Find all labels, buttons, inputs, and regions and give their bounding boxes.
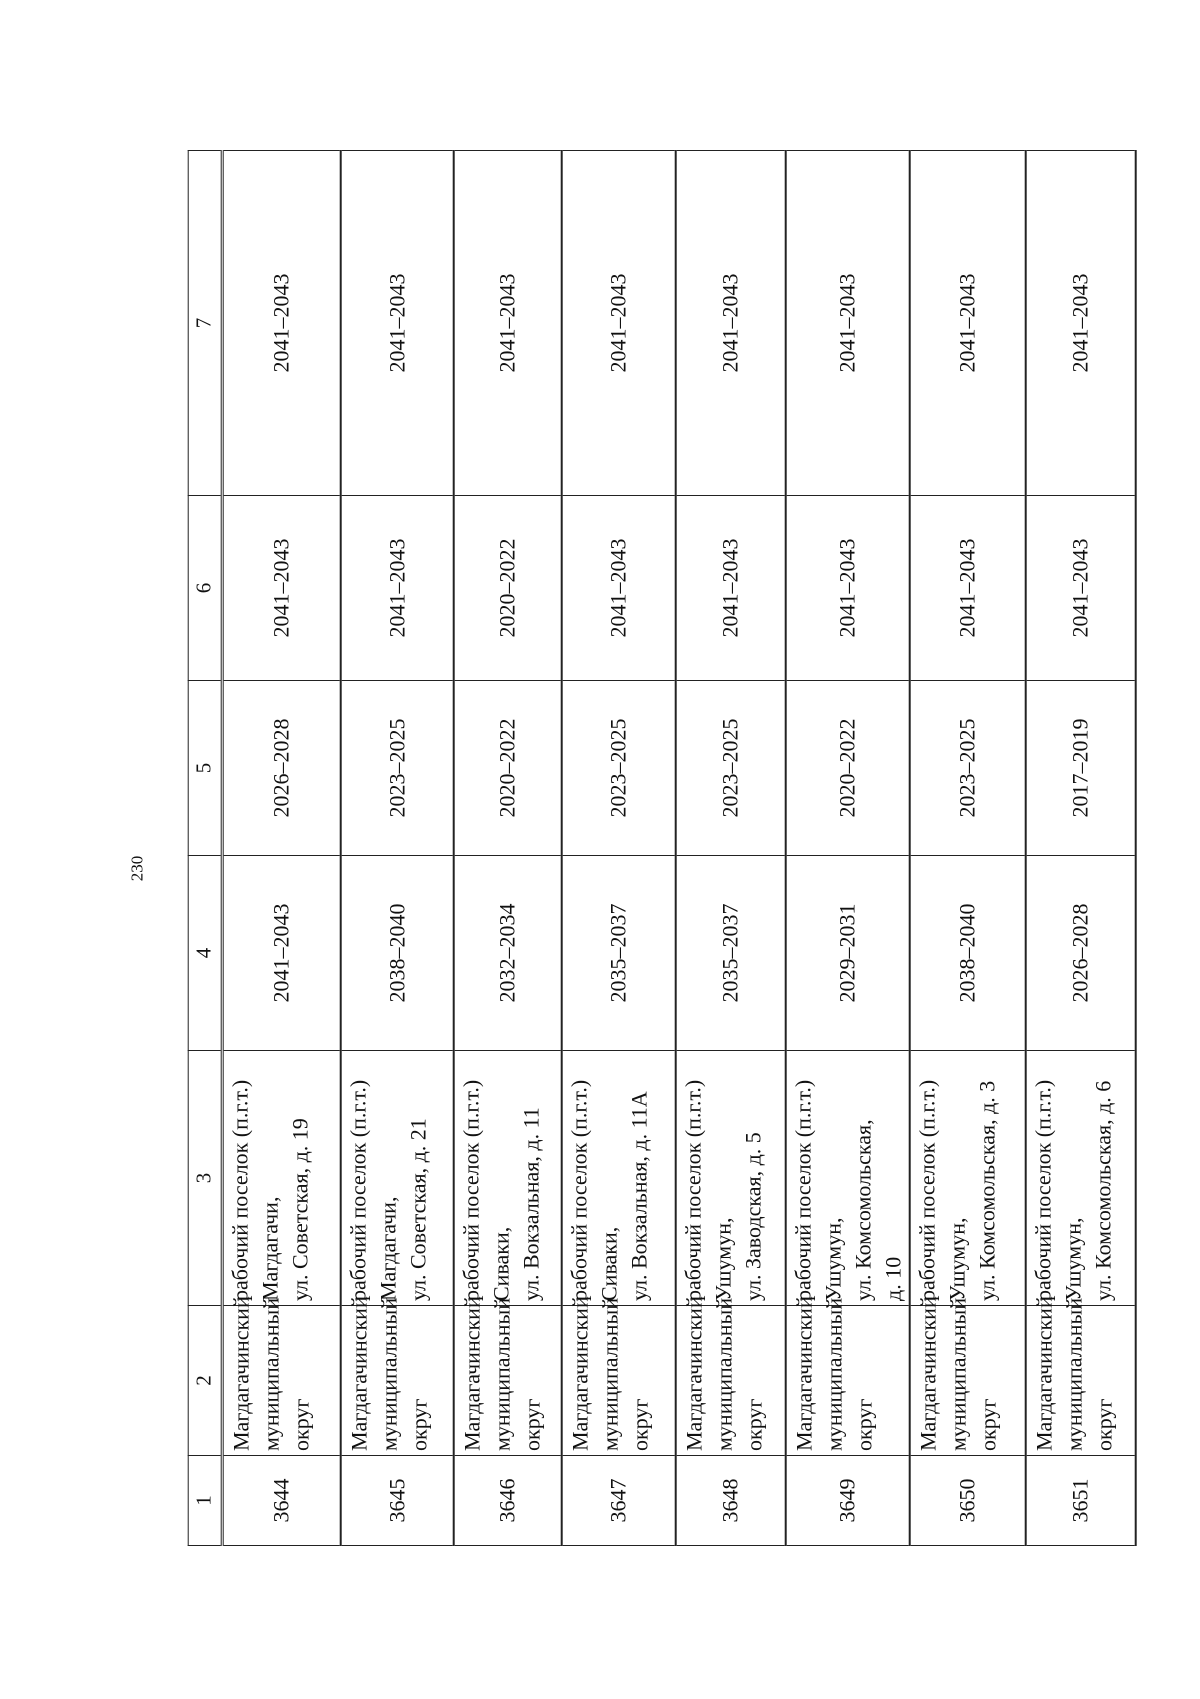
municipality-line: муниципальный bbox=[710, 1297, 736, 1451]
municipality-line: Магдагачинский bbox=[228, 1295, 254, 1451]
period-c6-cell: 2041–2043 bbox=[340, 495, 454, 680]
municipality-line: муниципальный bbox=[258, 1297, 284, 1451]
municipality-line: округ bbox=[519, 1398, 545, 1451]
address-line: ул. Комсомольская, д. 3 bbox=[974, 1080, 1000, 1301]
address-line: ул. Советская, д. 19 bbox=[287, 1117, 313, 1301]
table-row bbox=[909, 150, 1025, 1545]
period-c6-cell: 2041–2043 bbox=[785, 495, 909, 680]
address-line: ул. Заводская, д. 5 bbox=[739, 1131, 765, 1301]
period-c5-cell: 2026–2028 bbox=[222, 680, 340, 855]
municipality-line: Магдагачинский bbox=[345, 1295, 371, 1451]
municipality-line: округ bbox=[626, 1398, 652, 1451]
period-c6-cell: 2041–2043 bbox=[909, 495, 1025, 680]
address-line: рабочий поселок (п.г.т.) bbox=[679, 1079, 705, 1301]
municipality-line: Магдагачинский bbox=[680, 1295, 706, 1451]
address-line: рабочий поселок (п.г.т.) bbox=[790, 1079, 816, 1301]
period-c4-cell: 2029–2031 bbox=[785, 855, 909, 1050]
table-row bbox=[785, 150, 909, 1545]
period-c7-cell: 2041–2043 bbox=[222, 150, 340, 495]
address-line: ул. Советская, д. 21 bbox=[404, 1117, 430, 1301]
table-row bbox=[675, 150, 786, 1545]
address-line: Ушумун, bbox=[709, 1217, 735, 1301]
municipality-line: Магдагачинский bbox=[566, 1295, 592, 1451]
column-header: 2 bbox=[188, 1305, 222, 1455]
period-c5-cell: 2023–2025 bbox=[561, 680, 675, 855]
period-c7-cell: 2041–2043 bbox=[675, 150, 786, 495]
table-row bbox=[222, 150, 340, 1545]
period-c4-cell: 2041–2043 bbox=[222, 855, 340, 1050]
table-header-row bbox=[188, 150, 222, 1545]
period-c5-cell: 2023–2025 bbox=[909, 680, 1025, 855]
municipality-cell bbox=[909, 1295, 1025, 1455]
municipality-line: муниципальный bbox=[375, 1297, 401, 1451]
municipality-cell bbox=[454, 1295, 561, 1455]
address-line: Магдагачи, bbox=[374, 1196, 400, 1301]
period-c4-cell: 2038–2040 bbox=[909, 855, 1025, 1050]
municipality-line: округ bbox=[740, 1398, 766, 1451]
address-line: рабочий поселок (п.г.т.) bbox=[344, 1079, 370, 1301]
period-c7-cell: 2041–2043 bbox=[785, 150, 909, 495]
address-line: ул. Вокзальная, д. 11А bbox=[625, 1090, 651, 1301]
municipality-line: муниципальный bbox=[945, 1297, 971, 1451]
period-c4-cell: 2035–2037 bbox=[561, 855, 675, 1050]
address-line: Ушумун, bbox=[944, 1217, 970, 1301]
municipality-cell bbox=[675, 1295, 786, 1455]
address-line: рабочий поселок (п.г.т.) bbox=[914, 1079, 940, 1301]
table-container bbox=[193, 150, 1130, 1545]
municipality-line: округ bbox=[1091, 1398, 1117, 1451]
period-c7-cell: 2041–2043 bbox=[454, 150, 561, 495]
column-header: 5 bbox=[188, 680, 222, 855]
page-number: 230 bbox=[127, 855, 147, 882]
municipality-line: муниципальный bbox=[489, 1297, 515, 1451]
period-c7-cell: 2041–2043 bbox=[340, 150, 454, 495]
address-cell bbox=[909, 1050, 1025, 1305]
address-cell bbox=[1025, 1050, 1134, 1305]
municipality-line: Магдагачинский bbox=[459, 1295, 485, 1451]
row-number: 3644 bbox=[222, 1455, 340, 1545]
address-line: ул. Вокзальная, д. 11 bbox=[518, 1106, 544, 1301]
period-c4-cell: 2026–2028 bbox=[1025, 855, 1134, 1050]
municipality-line: Магдагачинский bbox=[791, 1295, 817, 1451]
address-line: Ушумун, bbox=[820, 1217, 846, 1301]
address-line: д. 10 bbox=[880, 1256, 906, 1301]
address-cell bbox=[675, 1050, 786, 1305]
municipality-line: муниципальный bbox=[1061, 1297, 1087, 1451]
period-c4-cell: 2035–2037 bbox=[675, 855, 786, 1050]
row-number: 3650 bbox=[909, 1455, 1025, 1545]
address-line: рабочий поселок (п.г.т.) bbox=[1030, 1079, 1056, 1301]
table-row bbox=[340, 150, 454, 1545]
table-row bbox=[1025, 150, 1134, 1545]
address-line: Сиваки, bbox=[595, 1226, 621, 1301]
period-c5-cell: 2020–2022 bbox=[454, 680, 561, 855]
column-header: 6 bbox=[188, 495, 222, 680]
period-c7-cell: 2041–2043 bbox=[909, 150, 1025, 495]
period-c5-cell: 2023–2025 bbox=[340, 680, 454, 855]
period-c7-cell: 2041–2043 bbox=[1025, 150, 1134, 495]
period-c6-cell: 2041–2043 bbox=[561, 495, 675, 680]
period-c6-cell: 2020–2022 bbox=[454, 495, 561, 680]
municipality-cell bbox=[785, 1295, 909, 1455]
row-number: 3651 bbox=[1025, 1455, 1134, 1545]
column-header: 3 bbox=[188, 1050, 222, 1305]
period-c4-cell: 2038–2040 bbox=[340, 855, 454, 1050]
row-number: 3649 bbox=[785, 1455, 909, 1545]
municipality-line: Магдагачинский bbox=[915, 1295, 941, 1451]
period-c5-cell: 2017–2019 bbox=[1025, 680, 1134, 855]
municipality-line: муниципальный bbox=[821, 1297, 847, 1451]
table-row bbox=[561, 150, 675, 1545]
municipality-line: муниципальный bbox=[596, 1297, 622, 1451]
municipality-line: округ bbox=[975, 1398, 1001, 1451]
period-c6-cell: 2041–2043 bbox=[222, 495, 340, 680]
row-number: 3648 bbox=[675, 1455, 786, 1545]
municipality-line: округ bbox=[405, 1398, 431, 1451]
municipality-cell bbox=[561, 1295, 675, 1455]
municipality-line: Магдагачинский bbox=[1031, 1295, 1057, 1451]
column-header: 4 bbox=[188, 855, 222, 1050]
address-cell bbox=[340, 1050, 454, 1305]
period-c5-cell: 2023–2025 bbox=[675, 680, 786, 855]
municipality-cell bbox=[1025, 1295, 1134, 1455]
column-header: 1 bbox=[188, 1455, 222, 1545]
municipality-line: округ bbox=[851, 1398, 877, 1451]
address-cell bbox=[561, 1050, 675, 1305]
period-c6-cell: 2041–2043 bbox=[1025, 495, 1134, 680]
address-line: ул. Комсомольская, bbox=[850, 1118, 876, 1301]
address-line: ул. Комсомольская, д. 6 bbox=[1090, 1080, 1116, 1301]
row-number: 3645 bbox=[340, 1455, 454, 1545]
address-line: рабочий поселок (п.г.т.) bbox=[565, 1079, 591, 1301]
period-c7-cell: 2041–2043 bbox=[561, 150, 675, 495]
address-line: Сиваки, bbox=[488, 1226, 514, 1301]
row-number: 3646 bbox=[454, 1455, 561, 1545]
address-cell bbox=[454, 1050, 561, 1305]
row-number: 3647 bbox=[561, 1455, 675, 1545]
period-c4-cell: 2032–2034 bbox=[454, 855, 561, 1050]
column-header: 7 bbox=[188, 150, 222, 495]
address-line: Магдагачи, bbox=[257, 1196, 283, 1301]
address-cell bbox=[222, 1050, 340, 1305]
municipality-line: округ bbox=[288, 1398, 314, 1451]
municipality-cell bbox=[222, 1295, 340, 1455]
municipality-cell bbox=[340, 1295, 454, 1455]
address-line: Ушумун, bbox=[1060, 1217, 1086, 1301]
period-c5-cell: 2020–2022 bbox=[785, 680, 909, 855]
address-cell bbox=[785, 1050, 909, 1305]
address-line: рабочий поселок (п.г.т.) bbox=[227, 1079, 253, 1301]
housing-table bbox=[187, 150, 1136, 1546]
period-c6-cell: 2041–2043 bbox=[675, 495, 786, 680]
address-line: рабочий поселок (п.г.т.) bbox=[458, 1079, 484, 1301]
table-row bbox=[454, 150, 561, 1545]
